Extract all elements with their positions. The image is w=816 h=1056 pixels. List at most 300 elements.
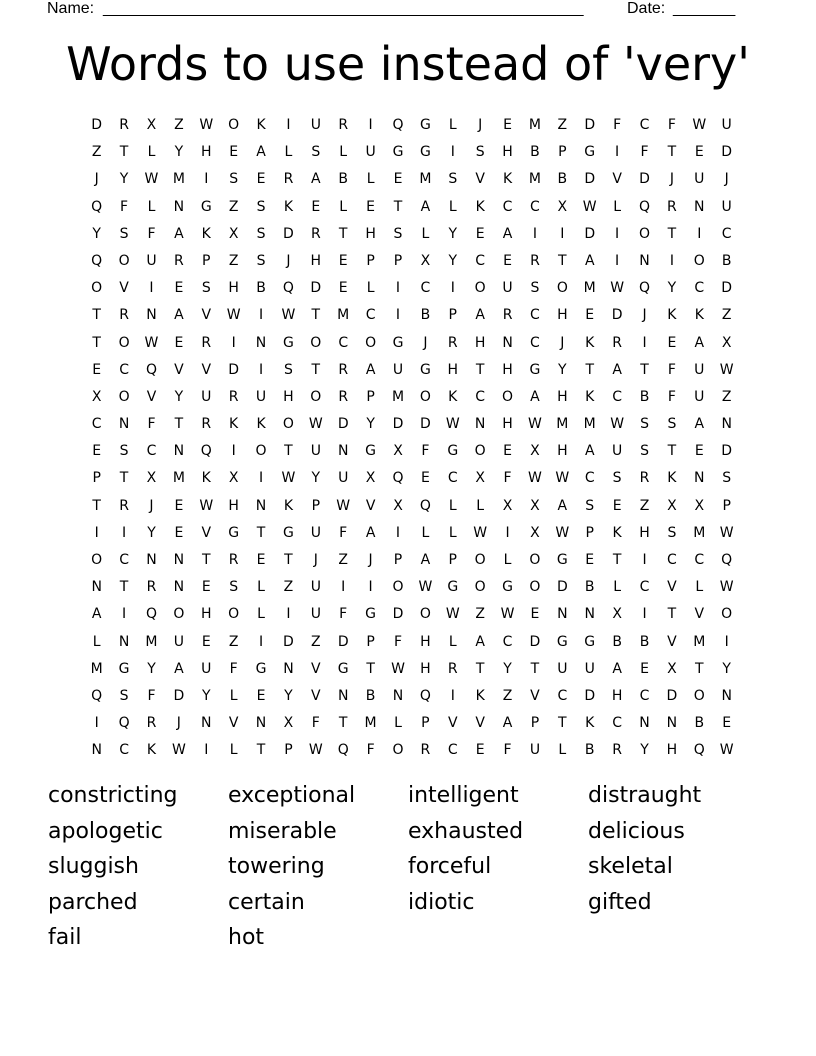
grid-letter[interactable]: S xyxy=(311,144,321,161)
grid-letter[interactable]: D xyxy=(584,687,596,704)
grid-letter[interactable]: V xyxy=(530,687,540,704)
grid-letter[interactable]: S xyxy=(256,198,266,215)
grid-letter[interactable]: X xyxy=(228,225,239,242)
grid-letter[interactable]: X xyxy=(475,470,485,487)
grid-letter[interactable]: X xyxy=(283,715,294,732)
grid-letter[interactable]: T xyxy=(667,606,677,623)
grid-letter[interactable]: F xyxy=(366,742,375,759)
grid-letter[interactable]: I xyxy=(642,606,647,623)
grid-letter[interactable]: G xyxy=(392,144,404,161)
grid-letter[interactable]: T xyxy=(366,660,375,677)
grid-letter[interactable]: A xyxy=(694,334,705,351)
grid-letter[interactable]: L xyxy=(476,497,485,514)
grid-letter[interactable]: B xyxy=(420,307,431,324)
grid-letter[interactable]: Y xyxy=(558,361,567,378)
grid-letter[interactable]: W xyxy=(528,470,542,487)
grid-letter[interactable]: C xyxy=(557,687,568,704)
grid-letter[interactable]: T xyxy=(256,742,266,759)
grid-letter[interactable]: N xyxy=(255,715,267,732)
grid-letter[interactable]: J xyxy=(669,171,674,188)
grid-letter[interactable]: X xyxy=(502,497,513,514)
grid-letter[interactable]: C xyxy=(475,252,486,269)
grid-letter[interactable]: L xyxy=(503,552,512,568)
grid-letter[interactable]: V xyxy=(201,307,212,324)
grid-letter[interactable]: L xyxy=(448,524,457,541)
grid-letter[interactable]: X xyxy=(612,606,622,623)
grid-letter[interactable]: O xyxy=(502,388,514,405)
grid-letter[interactable]: V xyxy=(201,361,212,378)
grid-letter[interactable]: W xyxy=(308,742,323,759)
grid-letter[interactable]: V xyxy=(475,171,485,188)
grid-letter[interactable]: R xyxy=(612,334,622,351)
grid-letter[interactable]: J xyxy=(560,334,565,351)
grid-letter[interactable]: U xyxy=(557,660,568,677)
grid-letter[interactable]: Y xyxy=(92,225,101,242)
grid-letter[interactable]: I xyxy=(724,633,729,650)
grid-letter[interactable]: G xyxy=(556,552,568,568)
grid-letter[interactable]: G xyxy=(529,361,541,378)
grid-letter[interactable]: W xyxy=(226,307,241,324)
grid-letter[interactable]: P xyxy=(530,715,540,732)
grid-letter[interactable]: M xyxy=(337,307,350,324)
grid-letter[interactable]: D xyxy=(419,416,431,433)
grid-letter[interactable]: P xyxy=(585,524,594,541)
grid-letter[interactable]: M xyxy=(583,416,596,433)
grid-letter[interactable]: K xyxy=(475,198,485,215)
grid-letter[interactable]: I xyxy=(286,606,291,623)
grid-letter[interactable]: G xyxy=(283,524,294,541)
grid-letter[interactable]: Z xyxy=(475,606,485,623)
grid-letter[interactable]: Y xyxy=(722,660,731,677)
grid-letter[interactable]: D xyxy=(639,171,650,188)
grid-letter[interactable]: A xyxy=(475,307,485,324)
grid-letter[interactable]: I xyxy=(532,225,538,242)
grid-letter[interactable]: F xyxy=(613,117,622,133)
grid-letter[interactable]: S xyxy=(283,361,293,378)
grid-letter[interactable]: S xyxy=(722,470,732,487)
grid-letter[interactable]: R xyxy=(283,171,294,188)
grid-letter[interactable]: H xyxy=(283,388,294,405)
grid-letter[interactable]: H xyxy=(502,416,513,433)
grid-letter[interactable]: A xyxy=(502,225,513,242)
grid-letter[interactable]: S xyxy=(640,443,649,460)
grid-letter[interactable]: Q xyxy=(721,552,733,568)
grid-letter[interactable]: W xyxy=(336,497,351,514)
grid-letter[interactable]: O xyxy=(173,606,185,623)
grid-letter[interactable]: W xyxy=(473,524,488,541)
grid-letter[interactable]: N xyxy=(118,416,130,433)
grid-letter[interactable]: Z xyxy=(283,579,294,596)
grid-letter[interactable]: A xyxy=(475,633,485,650)
grid-letter[interactable]: U xyxy=(721,117,732,133)
grid-letter[interactable]: C xyxy=(447,470,458,487)
grid-letter[interactable]: B xyxy=(612,633,622,650)
grid-letter[interactable]: S xyxy=(393,225,403,242)
grid-letter[interactable]: E xyxy=(503,117,512,133)
grid-letter[interactable]: Z xyxy=(228,633,239,650)
grid-letter[interactable]: W xyxy=(144,334,159,351)
grid-letter[interactable]: T xyxy=(530,660,540,677)
grid-letter[interactable]: U xyxy=(338,470,349,487)
grid-letter[interactable]: E xyxy=(174,497,184,514)
grid-letter[interactable]: R xyxy=(228,552,239,568)
grid-letter[interactable]: W xyxy=(610,416,625,433)
grid-letter[interactable]: K xyxy=(585,388,595,405)
grid-letter[interactable]: V xyxy=(311,687,321,704)
grid-letter[interactable]: G xyxy=(392,334,404,351)
grid-letter[interactable]: C xyxy=(530,307,540,324)
grid-letter[interactable]: E xyxy=(229,144,239,161)
grid-letter[interactable]: V xyxy=(228,715,239,732)
grid-letter[interactable]: I xyxy=(149,280,154,297)
grid-letter[interactable]: E xyxy=(174,524,184,541)
grid-letter[interactable]: W xyxy=(281,307,296,324)
grid-letter[interactable]: L xyxy=(339,198,348,215)
grid-letter[interactable]: F xyxy=(503,470,512,487)
grid-letter[interactable]: M xyxy=(693,524,706,541)
grid-letter[interactable]: E xyxy=(640,660,649,677)
grid-letter[interactable]: T xyxy=(119,579,129,596)
grid-letter[interactable]: F xyxy=(229,660,238,677)
grid-letter[interactable]: V xyxy=(447,715,458,732)
grid-letter[interactable]: W xyxy=(610,280,625,297)
grid-letter[interactable]: T xyxy=(174,416,184,433)
grid-letter[interactable]: X xyxy=(721,334,732,351)
grid-letter[interactable]: Q xyxy=(638,280,651,297)
grid-letter[interactable]: F xyxy=(147,225,156,242)
grid-letter[interactable]: A xyxy=(584,252,595,269)
grid-letter[interactable]: K xyxy=(256,416,266,433)
grid-letter[interactable]: O xyxy=(392,742,404,759)
grid-letter[interactable]: D xyxy=(721,443,733,460)
grid-letter[interactable]: B xyxy=(365,687,376,704)
grid-letter[interactable]: K xyxy=(283,497,294,514)
grid-letter[interactable]: T xyxy=(201,552,211,568)
grid-letter[interactable]: K xyxy=(502,171,513,188)
grid-letter[interactable]: N xyxy=(173,198,185,215)
grid-letter[interactable]: O xyxy=(255,443,267,460)
grid-letter[interactable]: L xyxy=(448,633,457,650)
grid-letter[interactable]: U xyxy=(310,579,321,596)
grid-letter[interactable]: A xyxy=(420,198,431,215)
grid-letter[interactable]: J xyxy=(368,552,373,568)
grid-letter[interactable]: I xyxy=(450,280,455,297)
grid-letter[interactable]: H xyxy=(365,225,376,242)
grid-letter[interactable]: T xyxy=(92,307,101,324)
grid-letter[interactable]: C xyxy=(447,742,458,759)
grid-letter[interactable]: T xyxy=(92,497,101,514)
grid-letter[interactable]: B xyxy=(584,742,595,759)
grid-letter[interactable]: L xyxy=(257,606,265,623)
grid-letter[interactable]: H xyxy=(447,361,459,378)
grid-letter[interactable]: D xyxy=(721,144,733,161)
grid-letter[interactable]: U xyxy=(694,171,705,188)
grid-letter[interactable]: K xyxy=(475,687,485,704)
grid-letter[interactable]: U xyxy=(694,388,705,405)
grid-letter[interactable]: I xyxy=(122,606,127,623)
grid-letter[interactable]: W xyxy=(719,524,734,541)
grid-letter[interactable]: B xyxy=(721,252,732,269)
grid-letter[interactable]: G xyxy=(419,144,431,161)
grid-letter[interactable]: H xyxy=(474,334,486,351)
grid-letter[interactable]: M xyxy=(419,171,432,188)
grid-letter[interactable]: H xyxy=(557,388,568,405)
grid-letter[interactable]: O xyxy=(419,606,431,623)
grid-letter[interactable]: F xyxy=(339,524,348,541)
grid-letter[interactable]: Q xyxy=(145,361,157,378)
grid-letter[interactable]: O xyxy=(282,416,294,433)
grid-letter[interactable]: U xyxy=(310,117,321,133)
grid-letter[interactable]: N xyxy=(639,715,650,732)
grid-letter[interactable]: T xyxy=(695,660,704,677)
grid-letter[interactable]: G xyxy=(419,117,431,133)
grid-letter[interactable]: U xyxy=(173,633,184,650)
grid-letter[interactable]: E xyxy=(201,579,211,596)
grid-letter[interactable]: O xyxy=(91,280,103,297)
grid-letter[interactable]: L xyxy=(92,633,101,650)
grid-letter[interactable]: K xyxy=(585,334,595,351)
grid-letter[interactable]: I xyxy=(450,687,455,704)
grid-letter[interactable]: E xyxy=(256,171,266,188)
grid-letter[interactable]: J xyxy=(286,252,291,269)
grid-letter[interactable]: V xyxy=(174,361,184,378)
grid-letter[interactable]: I xyxy=(505,524,510,541)
grid-letter[interactable]: N xyxy=(118,633,130,650)
grid-letter[interactable]: K xyxy=(667,470,677,487)
grid-letter[interactable]: M xyxy=(583,280,596,297)
grid-letter[interactable]: W xyxy=(719,361,734,378)
grid-letter[interactable]: T xyxy=(667,443,677,460)
grid-letter[interactable]: C xyxy=(475,388,486,405)
grid-letter[interactable]: A xyxy=(91,606,102,623)
grid-letter[interactable]: V xyxy=(146,388,157,405)
grid-letter[interactable]: Z xyxy=(721,307,732,324)
grid-letter[interactable]: E xyxy=(92,361,102,378)
grid-letter[interactable]: X xyxy=(91,388,102,405)
grid-letter[interactable]: P xyxy=(393,252,403,269)
grid-letter[interactable]: S xyxy=(475,144,485,161)
grid-letter[interactable]: F xyxy=(393,633,403,650)
grid-letter[interactable]: M xyxy=(145,633,158,650)
grid-letter[interactable]: C xyxy=(119,552,129,568)
grid-letter[interactable]: E xyxy=(475,225,485,242)
grid-letter[interactable]: S xyxy=(229,171,239,188)
grid-letter[interactable]: Z xyxy=(502,687,513,704)
grid-letter[interactable]: P xyxy=(366,252,375,269)
grid-letter[interactable]: M xyxy=(528,171,541,188)
grid-letter[interactable]: N xyxy=(721,687,732,704)
grid-letter[interactable]: V xyxy=(612,171,622,188)
grid-letter[interactable]: Q xyxy=(693,742,705,759)
grid-letter[interactable]: I xyxy=(669,252,674,269)
grid-letter[interactable]: R xyxy=(420,742,431,759)
grid-letter[interactable]: K xyxy=(229,416,239,433)
grid-letter[interactable]: K xyxy=(256,117,266,133)
grid-letter[interactable]: Q xyxy=(200,443,212,460)
grid-letter[interactable]: O xyxy=(228,117,240,133)
grid-letter[interactable]: L xyxy=(339,144,348,161)
grid-letter[interactable]: I xyxy=(204,742,209,759)
grid-letter[interactable]: T xyxy=(640,361,649,378)
grid-letter[interactable]: Y xyxy=(366,416,375,433)
grid-letter[interactable]: O xyxy=(91,552,103,568)
grid-letter[interactable]: A xyxy=(256,144,266,161)
grid-letter[interactable]: I xyxy=(94,524,99,541)
grid-letter[interactable]: R xyxy=(338,388,349,405)
grid-letter[interactable]: C xyxy=(639,579,650,596)
grid-letter[interactable]: T xyxy=(92,334,101,351)
grid-letter[interactable]: P xyxy=(366,388,375,405)
grid-letter[interactable]: O xyxy=(638,225,651,242)
grid-letter[interactable]: C xyxy=(694,280,705,297)
grid-letter[interactable]: C xyxy=(146,443,157,460)
grid-letter[interactable]: G xyxy=(228,524,240,541)
grid-letter[interactable]: S xyxy=(448,171,458,188)
grid-letter[interactable]: O xyxy=(310,334,322,351)
grid-letter[interactable]: E xyxy=(338,280,348,297)
grid-letter[interactable]: N xyxy=(694,470,705,487)
grid-letter[interactable]: R xyxy=(447,660,458,677)
grid-letter[interactable]: N xyxy=(201,715,212,732)
grid-letter[interactable]: D xyxy=(556,579,568,596)
grid-letter[interactable]: G xyxy=(365,443,377,460)
grid-letter[interactable]: X xyxy=(393,443,403,460)
grid-letter[interactable]: I xyxy=(258,361,264,378)
grid-letter[interactable]: H xyxy=(666,742,678,759)
grid-letter[interactable]: P xyxy=(421,715,430,732)
grid-letter[interactable]: W xyxy=(418,579,433,596)
grid-letter[interactable]: M xyxy=(556,416,569,433)
grid-letter[interactable]: K xyxy=(667,307,677,324)
grid-letter[interactable]: D xyxy=(392,606,404,623)
grid-letter[interactable]: Q xyxy=(419,497,431,514)
grid-letter[interactable]: O xyxy=(693,687,705,704)
grid-letter[interactable]: A xyxy=(174,225,184,242)
grid-letter[interactable]: I xyxy=(615,252,620,269)
grid-letter[interactable]: T xyxy=(338,225,348,242)
grid-letter[interactable]: I xyxy=(204,171,209,188)
grid-letter[interactable]: W xyxy=(199,497,214,514)
grid-letter[interactable]: O xyxy=(365,334,377,351)
grid-letter[interactable]: T xyxy=(667,225,677,242)
grid-letter[interactable]: E xyxy=(694,443,704,460)
grid-letter[interactable]: D xyxy=(529,633,541,650)
grid-letter[interactable]: I xyxy=(395,524,401,541)
grid-letter[interactable]: D xyxy=(337,633,349,650)
grid-letter[interactable]: S xyxy=(229,579,239,596)
grid-letter[interactable]: Q xyxy=(638,198,651,215)
grid-letter[interactable]: R xyxy=(119,497,129,514)
grid-letter[interactable]: C xyxy=(584,470,595,487)
grid-letter[interactable]: F xyxy=(667,388,676,405)
grid-letter[interactable]: W xyxy=(555,470,570,487)
grid-letter[interactable]: E xyxy=(420,470,430,487)
grid-letter[interactable]: N xyxy=(337,443,349,460)
grid-letter[interactable]: H xyxy=(420,633,431,650)
grid-letter[interactable]: E xyxy=(475,742,485,759)
grid-letter[interactable]: C xyxy=(612,388,622,405)
grid-letter[interactable]: C xyxy=(338,334,349,351)
grid-letter[interactable]: U xyxy=(611,443,623,460)
grid-letter[interactable]: R xyxy=(310,225,321,242)
grid-letter[interactable]: K xyxy=(612,524,622,541)
grid-letter[interactable]: J xyxy=(149,497,154,514)
grid-letter[interactable]: T xyxy=(667,144,677,161)
grid-letter[interactable]: T xyxy=(256,524,266,541)
grid-letter[interactable]: D xyxy=(337,416,349,433)
grid-letter[interactable]: T xyxy=(311,307,321,324)
grid-letter[interactable]: R xyxy=(447,334,458,351)
grid-letter[interactable]: I xyxy=(642,552,647,568)
grid-letter[interactable]: Y xyxy=(640,742,649,759)
grid-letter[interactable]: W xyxy=(144,171,159,188)
grid-letter[interactable]: M xyxy=(391,388,405,405)
grid-letter[interactable]: Z xyxy=(228,252,239,269)
grid-letter[interactable]: V xyxy=(475,715,485,732)
grid-letter[interactable]: Z xyxy=(228,198,239,215)
grid-letter[interactable]: H xyxy=(420,660,431,677)
grid-letter[interactable]: T xyxy=(284,552,293,568)
grid-letter[interactable]: I xyxy=(231,443,236,460)
grid-letter[interactable]: L xyxy=(421,524,430,541)
name-field[interactable]: ______________________________________________________ xyxy=(103,0,584,17)
grid-letter[interactable]: N xyxy=(721,416,732,433)
grid-letter[interactable]: A xyxy=(365,361,376,378)
grid-letter[interactable]: L xyxy=(394,715,402,732)
grid-letter[interactable]: L xyxy=(421,225,430,242)
grid-letter[interactable]: K xyxy=(694,307,704,324)
grid-letter[interactable]: W xyxy=(555,524,570,541)
grid-letter[interactable]: U xyxy=(502,280,513,297)
grid-letter[interactable]: I xyxy=(395,307,401,324)
grid-letter[interactable]: F xyxy=(667,117,676,133)
grid-letter[interactable]: C xyxy=(612,715,622,732)
grid-letter[interactable]: Z xyxy=(91,144,102,161)
grid-letter[interactable]: D xyxy=(584,171,596,188)
grid-letter[interactable]: Y xyxy=(201,687,211,704)
grid-letter[interactable]: Z xyxy=(721,388,732,405)
grid-letter[interactable]: W xyxy=(391,660,405,677)
grid-letter[interactable]: V xyxy=(694,606,705,623)
grid-letter[interactable]: E xyxy=(393,171,403,188)
grid-letter[interactable]: G xyxy=(419,361,431,378)
grid-letter[interactable]: C xyxy=(365,307,376,324)
grid-letter[interactable]: E xyxy=(338,252,348,269)
grid-letter[interactable]: L xyxy=(695,579,704,596)
grid-letter[interactable]: X xyxy=(667,497,677,514)
grid-letter[interactable]: G xyxy=(447,579,459,596)
grid-letter[interactable]: G xyxy=(337,660,349,677)
grid-letter[interactable]: P xyxy=(393,552,403,568)
grid-letter[interactable]: N xyxy=(502,334,513,351)
grid-letter[interactable]: E xyxy=(503,443,512,460)
grid-letter[interactable]: P xyxy=(311,497,321,514)
grid-letter[interactable]: U xyxy=(584,660,595,677)
grid-letter[interactable]: H xyxy=(557,443,568,460)
grid-letter[interactable]: C xyxy=(530,198,540,215)
grid-letter[interactable]: X xyxy=(393,497,403,514)
grid-letter[interactable]: T xyxy=(119,470,129,487)
grid-letter[interactable]: N xyxy=(283,660,294,677)
grid-letter[interactable]: W xyxy=(719,579,734,596)
date-field[interactable]: _______ xyxy=(673,0,736,17)
grid-letter[interactable]: P xyxy=(366,633,375,650)
grid-letter[interactable]: X xyxy=(420,252,431,269)
grid-letter[interactable]: F xyxy=(503,742,512,759)
grid-letter[interactable]: O xyxy=(118,388,130,405)
grid-letter[interactable]: F xyxy=(640,144,649,161)
grid-letter[interactable]: I xyxy=(231,334,236,351)
